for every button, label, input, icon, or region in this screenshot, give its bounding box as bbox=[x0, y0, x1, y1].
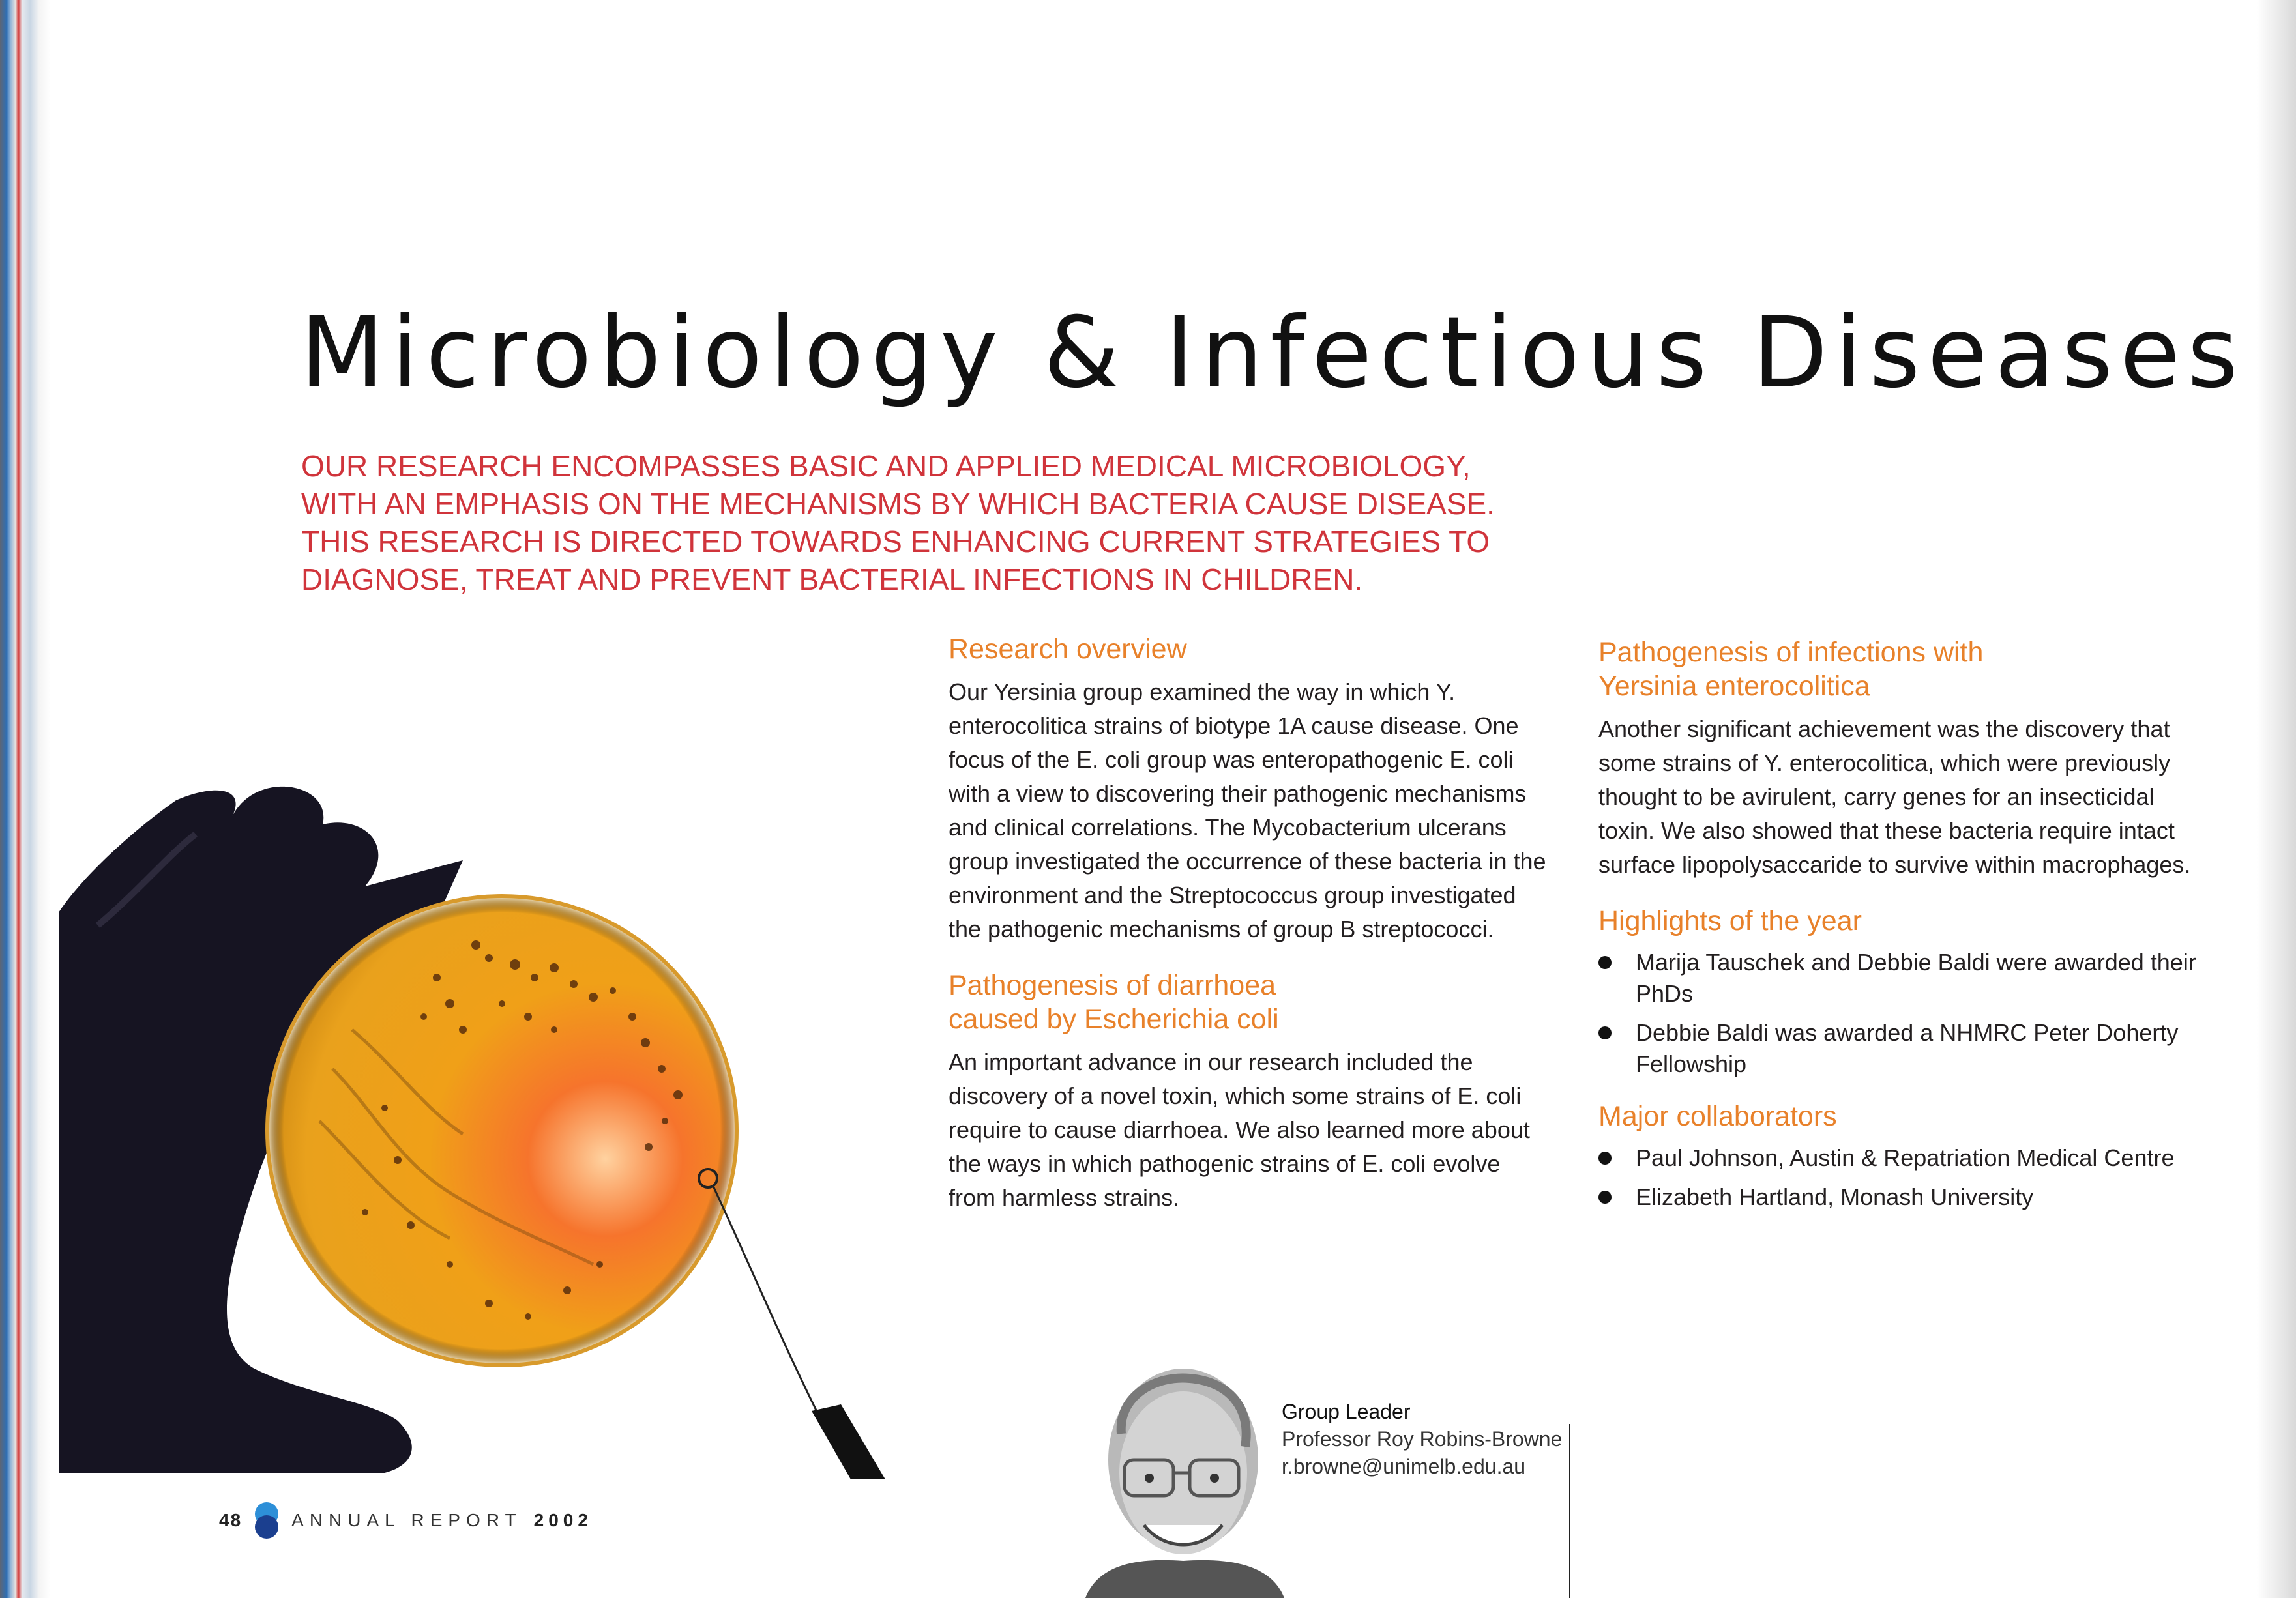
bullet-icon bbox=[1598, 1191, 1612, 1204]
page-title: Microbiology & Infectious Diseases bbox=[300, 297, 2246, 410]
group-leader-info bbox=[1282, 1398, 1562, 1480]
intro-statement: OUR RESEARCH ENCOMPASSES BASIC AND APPLIED MEDICAL MICROBIOLOGY, WITH AN EMPHASIS ON THE MECHANISMS BY WHICH BACTERIA CAUSE DISEASE. THIS RESEARCH IS DIRECTED TOWARDS ENHANCING CURRENT STRATEGIES TO DIAGNOSE, TREAT AND PREVENT BACTERIAL INFECTIONS IN CHILDREN. bbox=[301, 449, 1495, 596]
collaborators-list bbox=[1598, 1142, 2198, 1213]
list-item: Debbie Baldi was awarded a NHMRC Peter Doherty Fellowship bbox=[1598, 1017, 2198, 1080]
page-edge-shadow bbox=[2257, 0, 2296, 1598]
list-item: Paul Johnson, Austin & Repatriation Medical Centre bbox=[1598, 1142, 2198, 1174]
collaborators-heading: Major collaborators bbox=[1598, 1101, 1837, 1132]
group-leader-label: Group Leader bbox=[1282, 1400, 1411, 1423]
highlights-list bbox=[1598, 947, 2198, 1080]
list-item: Elizabeth Hartland, Monash University bbox=[1598, 1182, 2198, 1213]
petri-dish-photo bbox=[59, 769, 906, 1479]
yersinia-text: Another significant achievement was the discovery that some strains of Y. enterocolitica, which were previously thought to be avirulent, carry genes for an insecticidal toxin. We also showed that these bacteria require intact surface lipopolysaccaride to survive within macrophages. bbox=[1598, 716, 2191, 878]
diarrhoea-heading: Pathogenesis of diarrhoea caused by Escherichia coli bbox=[949, 970, 1279, 1035]
diarrhoea-text: An important advance in our research included the discovery of a novel toxin, which some strains of E. coli require to cause diarrhoea. We also learned more about the ways in which pathogenic strains of E. coli evolve from harmless strains. bbox=[949, 1049, 1530, 1211]
list-item: Marija Tauschek and Debbie Baldi were awarded their PhDs bbox=[1598, 947, 2198, 1010]
highlights-heading: Highlights of the year bbox=[1598, 905, 1862, 937]
bullet-icon bbox=[1598, 1152, 1612, 1165]
yersinia-heading: Pathogenesis of infections with Yersinia enterocolitica bbox=[1598, 637, 1984, 702]
group-leader-portrait bbox=[1085, 1362, 1284, 1598]
vertical-divider bbox=[1569, 1424, 1570, 1598]
page-footer bbox=[219, 1504, 593, 1537]
publication-year: 2002 bbox=[533, 1510, 593, 1530]
page-number: 48 bbox=[219, 1510, 243, 1530]
group-leader-email: r.browne@unimelb.edu.au bbox=[1282, 1455, 1526, 1478]
publication-name: ANNUAL REPORT bbox=[291, 1510, 522, 1530]
right-text-column bbox=[1598, 635, 2198, 1232]
bullet-icon bbox=[1598, 956, 1612, 969]
research-overview-heading: Research overview bbox=[949, 633, 1187, 665]
group-leader-name: Professor Roy Robins-Browne bbox=[1282, 1427, 1563, 1451]
binding-edge bbox=[0, 0, 51, 1598]
bullet-icon bbox=[1598, 1026, 1612, 1039]
left-text-column bbox=[949, 632, 1548, 1237]
research-overview-text: Our Yersinia group examined the way in which Y. enterocolitica strains of biotype 1A cause disease. One focus of the E. coli group was enteropathogenic E. coli with a view to discovering their pathogenic mechanisms and clinical correlations. The Mycobacterium ulcerans group investigated the occurrence of these bacteria in the environment and the Streptococcus group investigated the pathogenic mechanisms of group B streptococci. bbox=[949, 678, 1546, 942]
institute-logo-icon bbox=[254, 1500, 280, 1541]
